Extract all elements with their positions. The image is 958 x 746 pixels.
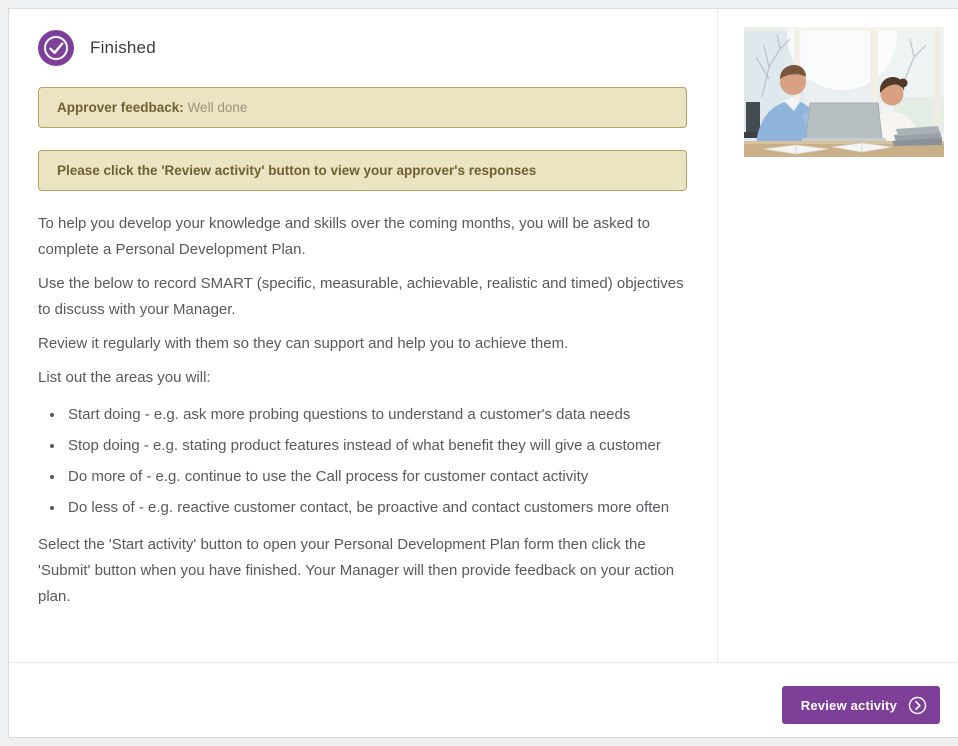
intro-paragraph-1: To help you develop your knowledge and skills over the coming months, you will be asked to complete a Personal Development Plan. [38, 215, 651, 258]
activity-panel [8, 8, 958, 738]
approver-feedback-label: Approver feedback: [57, 100, 184, 115]
review-activity-button[interactable] [782, 686, 940, 724]
list-item: • Stop doing - e.g. stating product features instead of what benefit they will give a customer [65, 433, 687, 459]
main-content [9, 9, 718, 662]
arrow-right-circle-icon [908, 696, 927, 715]
content-row [9, 9, 958, 662]
review-activity-button-label: Review activity [800, 697, 897, 713]
review-instruction-alert [38, 150, 687, 191]
approver-feedback-alert [38, 87, 687, 128]
status-title: Finished [90, 38, 156, 57]
review-instruction-text: Please click the 'Review activity' button to view your approver's responses [57, 163, 537, 178]
status-header [38, 30, 687, 66]
list-item: • Do less of - e.g. reactive customer contact, be proactive and contact customers more often [65, 495, 687, 521]
intro-paragraph-3: Review it regularly with them so they can support and help you to achieve them. [38, 335, 569, 352]
sidebar [718, 9, 958, 662]
people-photo-image [744, 27, 944, 157]
guidance-list [38, 402, 687, 521]
footer-bar [9, 662, 958, 737]
list-item: • Start doing - e.g. ask more probing questions to understand a customer's data needs [65, 402, 687, 428]
check-circle-icon [38, 30, 74, 66]
intro-paragraph-2: Use the below to record SMART (specific, measurable, achievable, realistic and timed) objectives to discuss with your Manager. [38, 275, 684, 318]
closing-paragraph: Select the 'Start activity' button to open your Personal Development Plan form then click the 'Submit' button when you have finished. Your Manager will then provide feedback on your action plan. [38, 536, 675, 605]
list-intro-paragraph: List out the areas you will: [38, 369, 211, 386]
list-item: • Do more of - e.g. continue to use the Call process for customer contact activity [65, 464, 687, 490]
approver-feedback-text: Well done [187, 100, 248, 115]
